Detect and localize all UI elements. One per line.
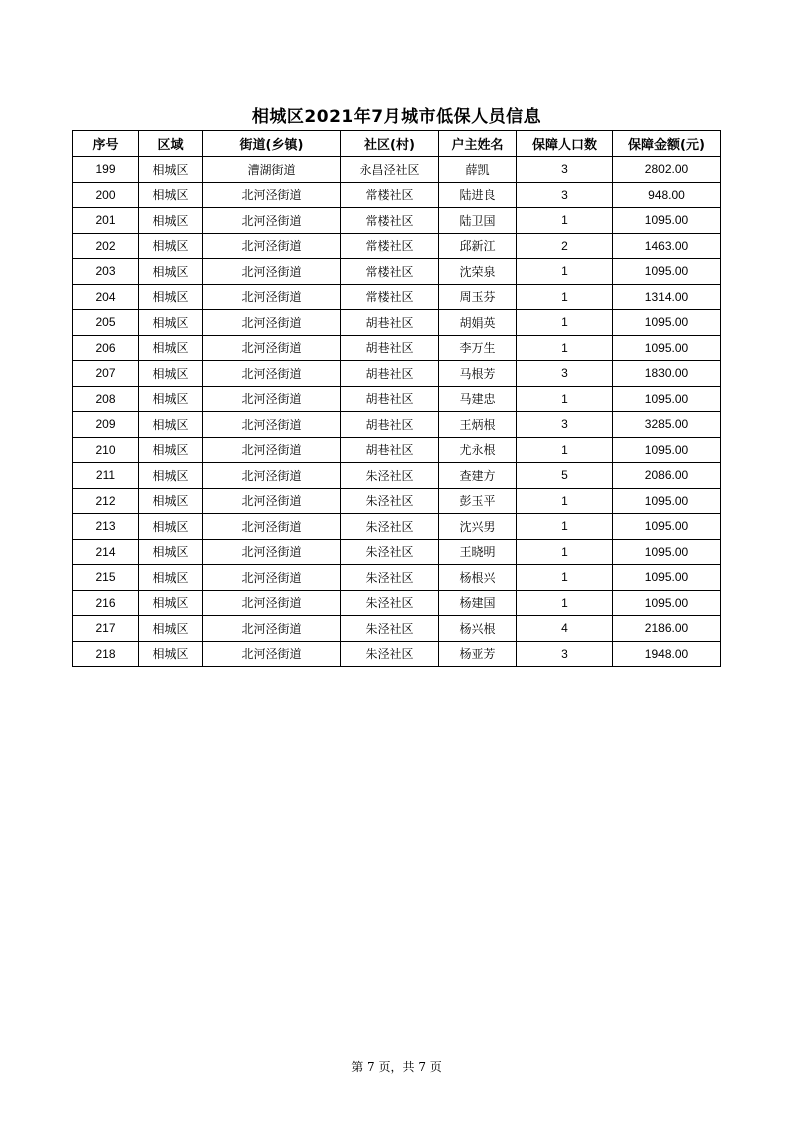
cell-amount: 3285.00 [613, 412, 721, 438]
cell-householder: 李万生 [439, 335, 517, 361]
cell-street: 北河泾街道 [203, 182, 341, 208]
cell-district: 相城区 [139, 412, 203, 438]
table-row [73, 565, 721, 591]
cell-district: 相城区 [139, 437, 203, 463]
cell-district: 相城区 [139, 335, 203, 361]
cell-amount: 2802.00 [613, 157, 721, 183]
cell-street: 北河泾街道 [203, 616, 341, 642]
cell-persons: 3 [517, 182, 613, 208]
cell-serial-no: 200 [73, 182, 139, 208]
cell-serial-no: 202 [73, 233, 139, 259]
cell-district: 相城区 [139, 386, 203, 412]
cell-community: 胡巷社区 [341, 335, 439, 361]
cell-community: 胡巷社区 [341, 310, 439, 336]
cell-amount: 1095.00 [613, 539, 721, 565]
cell-householder: 杨亚芳 [439, 641, 517, 667]
cell-street: 北河泾街道 [203, 335, 341, 361]
cell-street: 北河泾街道 [203, 463, 341, 489]
cell-persons: 1 [517, 488, 613, 514]
cell-serial-no: 217 [73, 616, 139, 642]
cell-community: 朱泾社区 [341, 539, 439, 565]
cell-district: 相城区 [139, 616, 203, 642]
cell-persons: 1 [517, 259, 613, 285]
cell-amount: 1095.00 [613, 437, 721, 463]
header-community: 社区(村) [341, 131, 439, 157]
cell-householder: 陆卫国 [439, 208, 517, 234]
cell-persons: 1 [517, 514, 613, 540]
table-row [73, 437, 721, 463]
cell-street: 北河泾街道 [203, 259, 341, 285]
cell-community: 常楼社区 [341, 259, 439, 285]
cell-householder: 陆进良 [439, 182, 517, 208]
cell-district: 相城区 [139, 310, 203, 336]
cell-amount: 1095.00 [613, 386, 721, 412]
cell-amount: 948.00 [613, 182, 721, 208]
cell-street: 北河泾街道 [203, 233, 341, 259]
cell-householder: 马根芳 [439, 361, 517, 387]
cell-serial-no: 212 [73, 488, 139, 514]
cell-district: 相城区 [139, 233, 203, 259]
table-row [73, 259, 721, 285]
cell-householder: 杨兴根 [439, 616, 517, 642]
cell-amount: 1095.00 [613, 310, 721, 336]
cell-street: 北河泾街道 [203, 641, 341, 667]
cell-serial-no: 201 [73, 208, 139, 234]
cell-serial-no: 204 [73, 284, 139, 310]
cell-persons: 1 [517, 565, 613, 591]
cell-amount: 1095.00 [613, 590, 721, 616]
cell-householder: 周玉芬 [439, 284, 517, 310]
cell-amount: 2186.00 [613, 616, 721, 642]
cell-serial-no: 218 [73, 641, 139, 667]
cell-district: 相城区 [139, 488, 203, 514]
cell-community: 常楼社区 [341, 208, 439, 234]
header-amount: 保障金额(元) [613, 131, 721, 157]
cell-community: 胡巷社区 [341, 386, 439, 412]
cell-persons: 4 [517, 616, 613, 642]
cell-serial-no: 206 [73, 335, 139, 361]
header-householder: 户主姓名 [439, 131, 517, 157]
cell-persons: 1 [517, 208, 613, 234]
cell-persons: 1 [517, 335, 613, 361]
table-row [73, 157, 721, 183]
document-title: 相城区2021年7月城市低保人员信息 [251, 107, 542, 127]
cell-community: 胡巷社区 [341, 361, 439, 387]
header-persons: 保障人口数 [517, 131, 613, 157]
header-serial-no: 序号 [73, 131, 139, 157]
cell-community: 常楼社区 [341, 233, 439, 259]
cell-householder: 王炳根 [439, 412, 517, 438]
cell-persons: 3 [517, 157, 613, 183]
cell-community: 朱泾社区 [341, 565, 439, 591]
cell-serial-no: 211 [73, 463, 139, 489]
cell-district: 相城区 [139, 463, 203, 489]
cell-street: 北河泾街道 [203, 361, 341, 387]
cell-district: 相城区 [139, 284, 203, 310]
cell-community: 永昌泾社区 [341, 157, 439, 183]
cell-community: 朱泾社区 [341, 488, 439, 514]
cell-street: 北河泾街道 [203, 488, 341, 514]
header-district: 区域 [139, 131, 203, 157]
cell-persons: 3 [517, 641, 613, 667]
cell-serial-no: 199 [73, 157, 139, 183]
cell-householder: 彭玉平 [439, 488, 517, 514]
cell-persons: 1 [517, 386, 613, 412]
cell-amount: 1948.00 [613, 641, 721, 667]
cell-householder: 尤永根 [439, 437, 517, 463]
cell-persons: 1 [517, 539, 613, 565]
table-header-row [73, 131, 721, 157]
cell-district: 相城区 [139, 208, 203, 234]
cell-district: 相城区 [139, 514, 203, 540]
table-row [73, 386, 721, 412]
cell-serial-no: 208 [73, 386, 139, 412]
table-row [73, 335, 721, 361]
cell-serial-no: 214 [73, 539, 139, 565]
subsidy-table [72, 130, 721, 667]
cell-street: 北河泾街道 [203, 539, 341, 565]
cell-street: 漕湖街道 [203, 157, 341, 183]
cell-district: 相城区 [139, 539, 203, 565]
cell-community: 胡巷社区 [341, 437, 439, 463]
cell-householder: 杨建国 [439, 590, 517, 616]
table-row [73, 463, 721, 489]
cell-persons: 3 [517, 361, 613, 387]
cell-district: 相城区 [139, 361, 203, 387]
cell-householder: 王晓明 [439, 539, 517, 565]
cell-amount: 1095.00 [613, 565, 721, 591]
cell-persons: 1 [517, 310, 613, 336]
cell-persons: 2 [517, 233, 613, 259]
cell-serial-no: 210 [73, 437, 139, 463]
cell-persons: 3 [517, 412, 613, 438]
cell-community: 朱泾社区 [341, 616, 439, 642]
table-row [73, 233, 721, 259]
header-street: 街道(乡镇) [203, 131, 341, 157]
cell-householder: 马建忠 [439, 386, 517, 412]
cell-amount: 1095.00 [613, 514, 721, 540]
cell-district: 相城区 [139, 182, 203, 208]
cell-serial-no: 215 [73, 565, 139, 591]
cell-street: 北河泾街道 [203, 565, 341, 591]
cell-persons: 1 [517, 590, 613, 616]
cell-householder: 沈荣泉 [439, 259, 517, 285]
cell-district: 相城区 [139, 157, 203, 183]
table-row [73, 616, 721, 642]
table-row [73, 284, 721, 310]
cell-householder: 查建方 [439, 463, 517, 489]
table-row [73, 361, 721, 387]
page-footer: 第 7 页，共 7 页 [351, 1060, 442, 1074]
cell-amount: 1095.00 [613, 259, 721, 285]
cell-persons: 1 [517, 284, 613, 310]
table-row [73, 412, 721, 438]
cell-community: 朱泾社区 [341, 514, 439, 540]
cell-street: 北河泾街道 [203, 437, 341, 463]
cell-amount: 1095.00 [613, 488, 721, 514]
cell-community: 常楼社区 [341, 182, 439, 208]
cell-community: 朱泾社区 [341, 590, 439, 616]
cell-householder: 邱新江 [439, 233, 517, 259]
cell-amount: 1095.00 [613, 208, 721, 234]
cell-community: 胡巷社区 [341, 412, 439, 438]
cell-serial-no: 213 [73, 514, 139, 540]
cell-householder: 沈兴男 [439, 514, 517, 540]
table-row [73, 641, 721, 667]
table-body [73, 157, 721, 667]
cell-amount: 1095.00 [613, 335, 721, 361]
cell-persons: 5 [517, 463, 613, 489]
cell-amount: 1830.00 [613, 361, 721, 387]
cell-street: 北河泾街道 [203, 590, 341, 616]
cell-householder: 薛凯 [439, 157, 517, 183]
table-row [73, 310, 721, 336]
cell-householder: 胡娟英 [439, 310, 517, 336]
cell-district: 相城区 [139, 590, 203, 616]
cell-serial-no: 209 [73, 412, 139, 438]
table-row [73, 182, 721, 208]
table-row [73, 208, 721, 234]
cell-street: 北河泾街道 [203, 412, 341, 438]
cell-community: 朱泾社区 [341, 463, 439, 489]
cell-serial-no: 203 [73, 259, 139, 285]
cell-street: 北河泾街道 [203, 310, 341, 336]
cell-amount: 1314.00 [613, 284, 721, 310]
cell-street: 北河泾街道 [203, 284, 341, 310]
cell-district: 相城区 [139, 641, 203, 667]
cell-serial-no: 205 [73, 310, 139, 336]
cell-district: 相城区 [139, 565, 203, 591]
cell-persons: 1 [517, 437, 613, 463]
cell-street: 北河泾街道 [203, 386, 341, 412]
table-row [73, 488, 721, 514]
cell-district: 相城区 [139, 259, 203, 285]
cell-serial-no: 207 [73, 361, 139, 387]
cell-amount: 1463.00 [613, 233, 721, 259]
cell-community: 朱泾社区 [341, 641, 439, 667]
table-row [73, 514, 721, 540]
cell-householder: 杨根兴 [439, 565, 517, 591]
cell-community: 常楼社区 [341, 284, 439, 310]
table-row [73, 539, 721, 565]
table-row [73, 590, 721, 616]
cell-street: 北河泾街道 [203, 208, 341, 234]
cell-serial-no: 216 [73, 590, 139, 616]
cell-amount: 2086.00 [613, 463, 721, 489]
cell-street: 北河泾街道 [203, 514, 341, 540]
